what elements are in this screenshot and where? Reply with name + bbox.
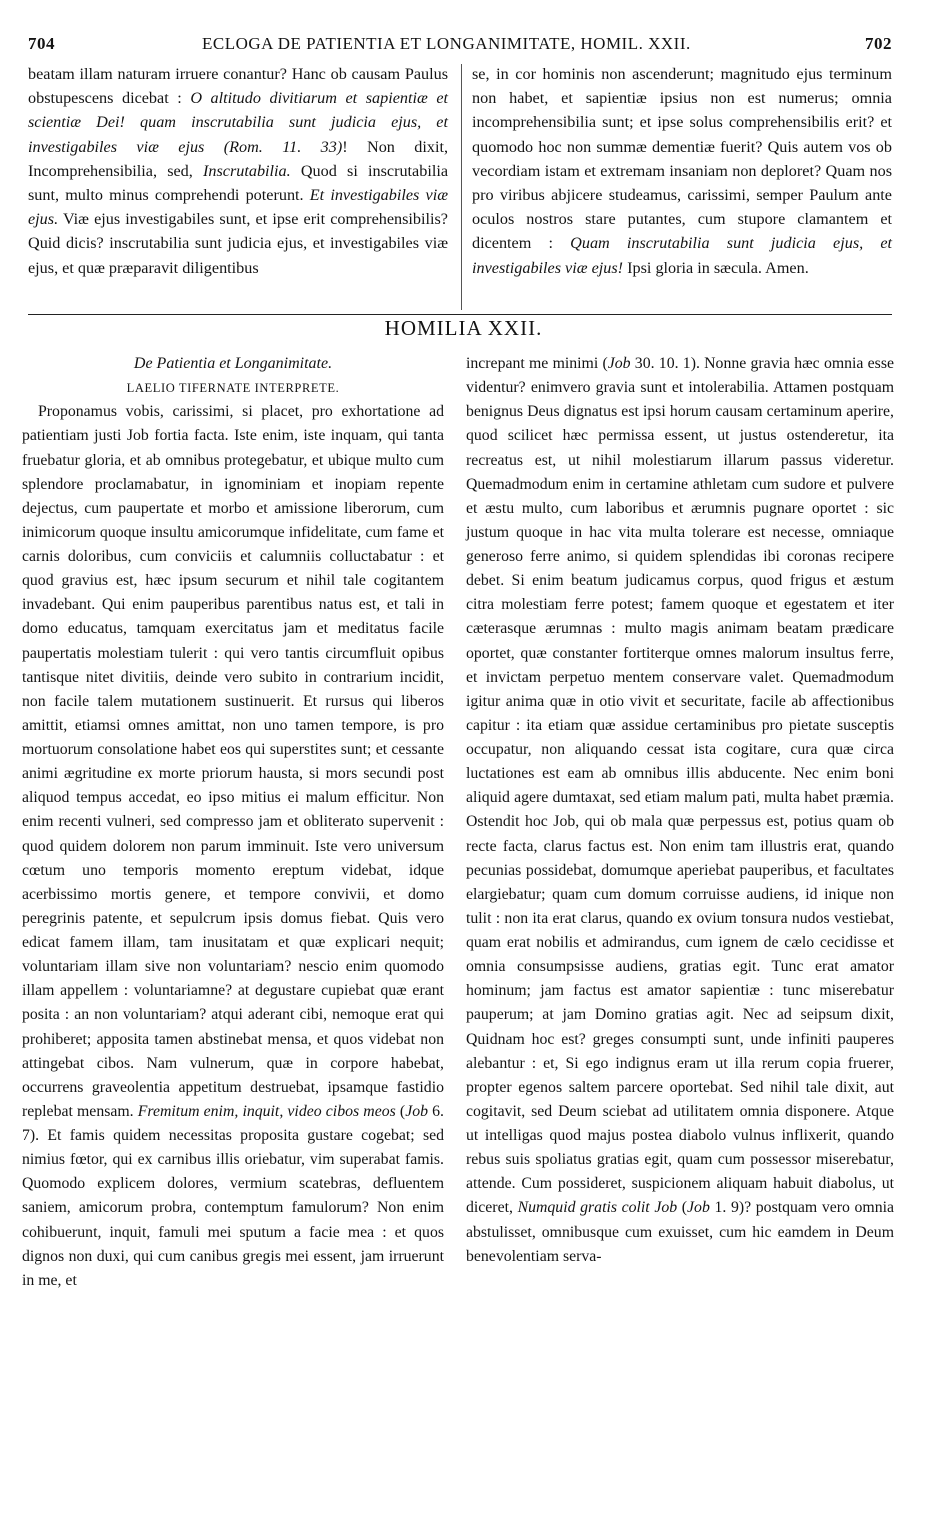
homily-subtitle: De Patientia et Longanimitate.: [133, 355, 333, 372]
text-run: (: [677, 1199, 688, 1217]
scripture-quote: Quam inscrutabilia sunt judicia ejus, et investigabiles viæ ejus!: [472, 234, 893, 277]
text-run: 1. 9)? postquam vero omnia abstulisset, omnibusque cum exuisset, cum hic eamdem in Deum benevolentiam serva-: [466, 1199, 895, 1265]
scripture-reference: Job: [405, 1102, 428, 1120]
column-divider: [461, 64, 462, 310]
text-run: Viæ ejus investigabiles sunt, et ipse erit comprehensibilis? Quid dicis? inscrutabilia sunt judicia ejus, et investigabiles viæ ejus, et quæ præparavit diligentibus: [28, 210, 448, 277]
bottom-right-column: [466, 352, 894, 1269]
text-run: 30. 10. 1). Nonne gravia hæc omnia esse videntur? enimvero gravia sunt et intolerabilia. Attamen postquam benignus Deus dignatus est ipsi horum causam certaminum aperire, quod scilicet hæc permissa essent, ut justus ostenderetur, ita recreatus est, ut nihil molestiarum illarum passus videretur. Quemadmodum enim in certamine athletam cum sudore et pulvere et æstu multo, cum laboribus et ærumnis pugnare oportet : sic justum quoque in hac vita multa tolerare est necesse, omniaque generoso ferre animo, si quidem splendidas ibi coronas recipere debet. Si enim beatum judicamus corpus, quod frigus et æstum citra molestiam ferre potest; famem quoque et egestatem et iter cæterasque ærumnas : multo magis animam beatam prædicare oportet, quæ constanter fortiterque omnes malorum insultus ferre, et invictam perpetuo mentem conservare valet. Quemadmodum igitur anima quæ in otio vivit et securitate, facile ab affectionibus capitur : ita etiam quæ assidue certaminibus pro pietate susceptis occupatur, non aliquando cessat ista cogitare, cura quæ circa luctationes est eam ab omnibus illis abducente. Nec enim boni aliquid agere dumtaxat, sed etiam malum pati, multa habet præmia. Ostendit hoc Job, qui ob mala quæ perpessus est, potius quam ob recte facta, clarus factus est. Non enim tam illustris erat, quando pecunias possidebat, domumque aperiebat pauperibus, et facultates elargiebatur; quam cum domum corruisse audiens, id inique non tulit : non ita erat clarus, quando ex ovium tonsura nudos vestiebat, quam erat nobilis et admirandus, cum ignem de cælo cecidisse et omnia consumpsisse audiens, gratias egit. Tunc erat amator hominum; jam factus est amator sapientiæ : tunc miserebatur pauperum; at jam Domino gratias agit. Nec ad seipsum dixit, Quidnam hoc est? greges consumpti sunt, unde infiniti pauperes alebantur : et, Si ego indignus eram ut illa rerum copia fruerer, propter egenos saltem parcere oportebat. Sed nihil tale dixit, aut cogitavit, sed Deum sciebat ad utilitatem omnia disponere. Atque ut intelligas quod majus postea diabolo vulnus inflixerit, quando rebus suis spoliatus gratias egit, quam cum possessor miserebatur, attende. Cum possideret, suspicionem aliquam habuit diabolus, ut diceret,: [466, 355, 894, 1217]
text-run: (: [395, 1102, 406, 1120]
running-title: ECLOGA DE PATIENTIA ET LONGANIMITATE, HOMIL. XXII.: [202, 34, 691, 53]
paragraph: [22, 400, 444, 1293]
text-run: increpant me minimi (: [466, 355, 608, 372]
scripture-reference: Job: [607, 355, 631, 372]
bottom-left-column: [22, 352, 444, 1293]
running-header: [22, 34, 892, 58]
paragraph: [28, 62, 448, 280]
scripture-quote: Et investigabiles viæ ejus.: [28, 186, 448, 229]
scripture-reference: Job: [687, 1199, 710, 1217]
scripture-quote: Inscrutabilia.: [203, 161, 291, 180]
homily-title: HOMILIA XXII.: [384, 316, 543, 340]
paragraph: [472, 62, 892, 280]
paragraph: [466, 352, 894, 1269]
top-left-column: [28, 62, 448, 280]
section-divider: [28, 314, 892, 315]
text-run: se, in cor hominis non ascenderunt; magnitudo ejus terminum non habet, et sapientiæ ipsius non est numerus; omnia incomprehensibilia sunt; et ipse solus comprehensibilis erit? et quomodo hoc non summæ dementiæ fuerit? Quis autem vos ob vecordiam istam et extremam insaniam non deploret? Quam nos pro viribus abjicere studeamus, carissimi, semper Paulum ante oculos nostros stare putantes, cum stupore clamantem et dicentem :: [472, 65, 892, 253]
scripture-quote: Numquid gratis colit Job: [517, 1199, 678, 1217]
translator-credit: LAELIO TIFERNATE INTERPRETE.: [126, 381, 340, 396]
scripture-quote: Fremitum enim, inquit, video cibos meos: [137, 1102, 396, 1120]
text-run: Quod si inscrutabilia sunt, multo minus comprehendi poterunt.: [28, 161, 449, 205]
text-run: 6. 7). Et famis quidem necessitas proposita gustare cogebat; sed nimius fœtor, qui ex carnibus illis oriebatur, vim superabat famis. Quomodo explicem dolores, vermium scatebras, defluentem saniem, amicorum probra, contemptum famulorum? Non enim cohibuerunt, inquit, famuli mei sputum a facie mea : et quos dignos non duxi, qui cum canibus gregis mei essent, jam irruerunt in me, et: [22, 1102, 445, 1289]
text-run: Ipsi gloria in sæcula. Amen.: [623, 258, 809, 277]
text-run: ! Non dixit, Incomprehensibilia, sed,: [28, 137, 449, 180]
text-run: Proponamus vobis, carissimi, si placet, pro exhortatione ad patientiam justi Job fortia facta. Iste enim, iste inquam, qui tanta fruebatur gloria, et ab omnibus protegebatur, et ubique multo cum splendore proclamabatur, in ignominiam et inopiam repente dejectus, cum paupertate et morbo et amissione liberorum, cum inimicorum quoque insultu amicorumque infidelitate, cum fame et carnis doloribus, cum conviciis et calumniis colluctabatur : et quod gravius est, hæc ipsum securum et nihil tale cogitantem invadebant. Qui enim pauperibus parentibus natus est, et tali in domo educatus, tamquam exercitatus jam et meditatus facile paupertatis molestiam tulerit : qui vero tantis circumfluit opibus tantisque nitet divitiis, deinde vero subito in contrarium incidit, non facile talem mutationem sustinuerit. Et rursus qui liberos amittit, etiamsi omnes amittat, non uno tamen tempore, is pro mortuorum consolatione habet eos qui superstites sunt; et cessante animi ægritudine ex morte priorum hausta, si mors secundi post aliquod tempus accedat, eo ipso mitius ei malum efficitur. Non enim recenti vulneri, sed compresso jam et obliterato supervenit : quod quidem dolorem non parum imminuit. Iste vero universum cœtum uno temporis momento ereptum videbat, idque acerbissimo mortis genere, et tempore convivii, et domo peregrinis patente, et sepulcrum ipsis domus fiebat. Quis vero edicat famem illam, tam inusitatam et quæ explicari nequit; voluntariam illam sive non voluntariam? nescio enim quomodo illam appellem : voluntariamne? at degustare cupiebat quæ erant posita : an non voluntariam? atqui aderant cibi, nemoque erat qui prohiberet; apposita tamen abstinebat mensa, et quos videbat non attingebat cibos. Nam vulnerum, quæ in corpore habebat, occurrens graveolentia appetitum destruebat, ipsamque fastidio replebat mensam.: [22, 403, 444, 1120]
scripture-quote: O altitudo divitiarum et sapientiæ et scientiæ Dei! quam inscrutabilia sunt judicia ejus, et investigabiles viæ ejus (Rom. 11. 33): [28, 89, 448, 156]
page-number-left: 704: [28, 34, 55, 53]
page-number-right: 702: [865, 34, 892, 53]
text-run: beatam illam naturam irruere conantur? Hanc ob causam Paulus obstupescens dicebat :: [28, 65, 448, 108]
top-right-column: [472, 62, 892, 280]
